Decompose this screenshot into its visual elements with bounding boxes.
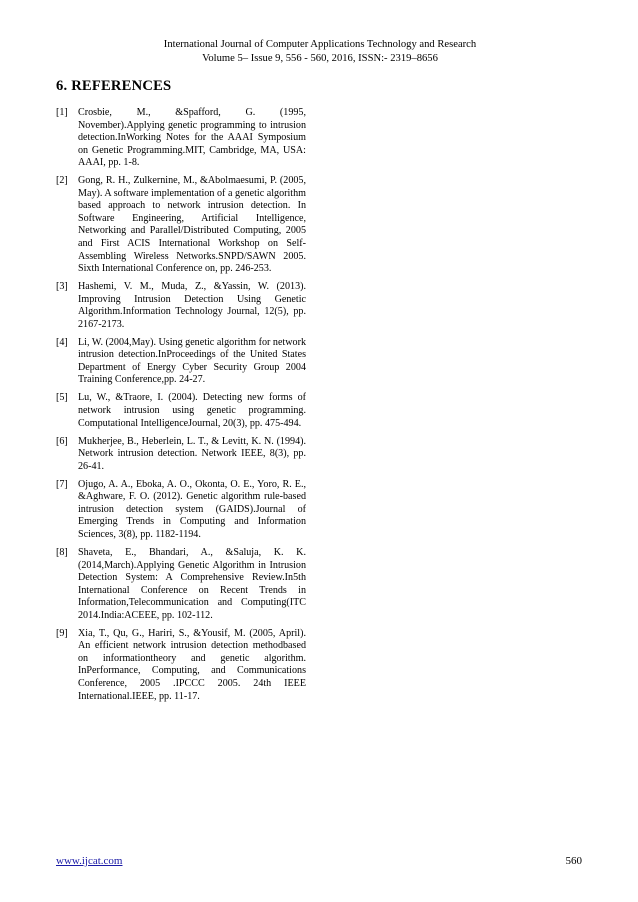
reference-text: Li, W. (2004,May). Using genetic algorithm for network intrusion detection.InProceedings of the United States Department of Energy Cyber Security Group 2004 Training Conference,pp. 24-27. bbox=[78, 336, 306, 386]
reference-item bbox=[56, 337, 306, 387]
page-number: 560 bbox=[565, 855, 582, 867]
reference-number: [4] bbox=[56, 336, 68, 348]
reference-number: [2] bbox=[56, 175, 68, 187]
reference-item bbox=[56, 628, 306, 703]
reference-number: [3] bbox=[56, 281, 68, 293]
reference-text: Gong, R. H., Zulkernine, M., &Abolmaesumi, P. (2005, May). A software implementation of a genetic algorithm based approach to network intrusion detection. In Software Engineering, Artificial Intelligence, Networking and Parallel/Distributed Computing, 2005 and First ACIS International Workshop on Self-Assembling Wireless Networks.SNPD/SAWN 2005. Sixth International Conference on, pp. 246-253. bbox=[78, 175, 306, 275]
reference-number: [1] bbox=[56, 107, 68, 118]
reference-number: [8] bbox=[56, 547, 68, 558]
reference-text: Crosbie, M., &Spafford, G. (1995, November).Applying genetic programming to intrusion detection.InWorking Notes for the AAAI Symposium on Genetic Programming.MIT, Cambridge, MA, USA: AAAI, pp. 1-8. bbox=[78, 107, 306, 169]
reference-number: [5] bbox=[56, 392, 68, 404]
journal-volume: Volume 5– Issue 9, 556 - 560, 2016, ISSN:- 2319–8656 bbox=[202, 53, 438, 64]
reference-item bbox=[56, 281, 306, 331]
reference-number: [6] bbox=[56, 435, 68, 447]
reference-text: Shaveta, E., Bhandari, A., &Saluja, K. K. (2014,March).Applying Genetic Algorithm in Intrusion Detection System: A Comprehensive Review.In5th International Conference on Recent Trends in Information,Telecommunication and Computing(ITC 2014.India:ACEEE, pp. 102-112. bbox=[78, 547, 306, 621]
reference-item bbox=[56, 107, 306, 170]
section-title: 6. REFERENCES bbox=[56, 78, 172, 94]
reference-item bbox=[56, 175, 306, 275]
reference-text: Ojugo, A. A., Eboka, A. O., Okonta, O. E., Yoro, R. E., &Aghware, F. O. (2012). Genetic algorithm rule-based intrusion detection system (GAIDS).Journal of Emerging Trends in Computing and Information Sciences, 3(8), pp. 1182-1194. bbox=[78, 478, 306, 540]
reference-number: [9] bbox=[56, 627, 68, 639]
journal-header bbox=[120, 38, 520, 66]
reference-text: Mukherjee, B., Heberlein, L. T., & Levitt, K. N. (1994). Network intrusion detection. Network IEEE, 8(3), pp. 26-41. bbox=[78, 435, 306, 472]
reference-item bbox=[56, 547, 306, 622]
reference-item bbox=[56, 436, 306, 474]
footer-journal-link[interactable]: www.ijcat.com bbox=[56, 855, 123, 867]
reference-text: Hashemi, V. M., Muda, Z., &Yassin, W. (2013). Improving Intrusion Detection Using Genetic Algorithm.Information Technology Journal, 12(5), pp. 2167-2173. bbox=[78, 281, 306, 330]
reference-item bbox=[56, 392, 306, 430]
reference-list bbox=[56, 107, 306, 709]
reference-item bbox=[56, 479, 306, 542]
journal-title: International Journal of Computer Applications Technology and Research bbox=[163, 39, 477, 50]
reference-text: Lu, W., &Traore, I. (2004). Detecting new forms of network intrusion using genetic programming. Computational IntelligenceJournal, 20(3), pp. 475-494. bbox=[78, 392, 306, 429]
reference-number: [7] bbox=[56, 478, 68, 490]
reference-text: Xia, T., Qu, G., Hariri, S., &Yousif, M. (2005, April). An efficient network intrusion detection methodbased on informationtheory and genetic algorithm. InPerformance, Computing, and Communications Conference, 2005 .IPCCC 2005. 24th IEEE International.IEEE, pp. 11-17. bbox=[78, 627, 306, 702]
